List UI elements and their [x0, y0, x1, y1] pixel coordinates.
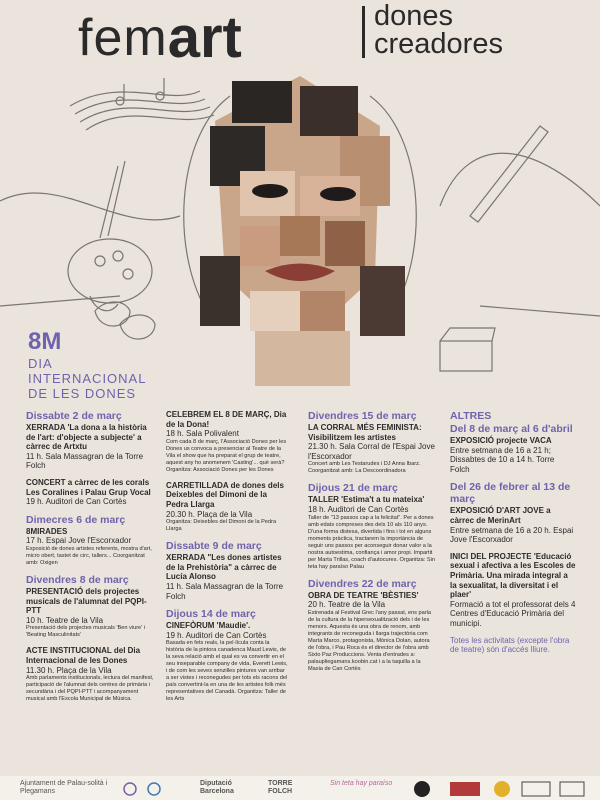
event-title: CINEFÒRUM 'Maudie'. — [166, 621, 251, 631]
event-title: INICI DEL PROJECTE 'Educació sexual i afectiva a les Escoles de Primària. Una mirada integral a la sexualitat, la diversitat i el plaer' — [450, 551, 576, 600]
event-description: Taller de "13 passos cap a la felicitat". Per a dones amb edats compreses des dels 10 als 110 anys. D'una forma distesa, divertida i fins i tot en alguns moments pràctica, tractarem la importància de seguir uns passos per aconseguir donar valor a la nostra autoestima, confiança i amor propi. Impartit per Marta Trillas, coach d'autocures. Organitza: Sin teta hay paraíso Palau — [308, 514, 435, 570]
partner-logos-icon — [410, 780, 590, 798]
eight-m-title: 8M — [28, 328, 62, 355]
ajuntament-logo: Ajuntament de Palau-solità i Plegamans — [20, 780, 108, 795]
dia-internacional — [28, 356, 146, 401]
event — [26, 527, 156, 567]
sin-teta-logo: Sin teta hay paraíso — [330, 780, 393, 787]
collage-illustration — [0, 66, 600, 396]
event — [166, 553, 288, 601]
event-title: XERRADA 'La dona a la història de l'art: d'objecte a subjecte' a càrrec de Artxtu — [26, 423, 147, 452]
event — [308, 591, 436, 673]
column-3 — [308, 410, 436, 680]
event — [450, 506, 576, 544]
event-description: Basada en fets reals, la pel·lícula conta la història de la pintora canadenca Maud Lewis, de la seva relació amb el qual es va convertir en el seu inseparable company de vida, Everett Lewis, i de com les seves senzilles pintures van arribar a ser vistes i reconegudes per tots els racons del país convertint-la en una de les artistes folk més representatives del Canadà. Organitza: Taller de les Arts — [166, 640, 288, 703]
event-title: ACTE INSTITUCIONAL del Dia Internacional de les Dones — [26, 646, 141, 665]
event-description: Concert amb Les Testarudes i DJ Anna Ibarz. Coorganitzat amb: La Descoordinadora — [308, 461, 421, 475]
event-place: 11.30 h. Plaça de la Vila — [26, 665, 112, 675]
event-title: 8MIRADES — [26, 526, 68, 536]
logo-subtitle-line2: creadores — [374, 28, 503, 60]
event-place: 18 h. Sala Polivalent — [166, 429, 239, 439]
column-4 — [450, 410, 576, 655]
logo-subtitle — [374, 2, 503, 58]
event-place: 21.30 h. Sala Corral de l'Espai Jove l'Escorxador — [308, 442, 435, 461]
date-heading: Del 8 de març al 6 d'abril — [450, 423, 573, 435]
event-title: EXPOSICIÓ projecte VACA — [450, 436, 552, 445]
event-description: Formació a tot el professorat dels 4 Centres d'Educació Primària del municipi. — [450, 599, 576, 628]
date-heading: Dissabte 2 de març — [26, 410, 122, 422]
date-heading: Del 26 de febrer al 13 de març — [450, 481, 571, 506]
event — [26, 423, 156, 471]
dia-line2: INTERNACIONAL — [28, 371, 147, 386]
event — [166, 621, 288, 703]
event-title: PRESENTACIÓ dels projectes musicals de l'alumnat del PQPI-PTT — [26, 586, 147, 616]
femart-logo — [78, 2, 242, 70]
logo-subtitle-line1: dones — [374, 0, 454, 32]
event — [166, 481, 288, 533]
column-1 — [26, 410, 156, 710]
event-description: Exposició de dones artistes referents, mostra d'art, micro obert, tastet de circ, tallers... Coorganitzat amb: Oxigen — [26, 545, 152, 566]
logo-fem: fem — [78, 9, 168, 67]
event — [308, 423, 436, 475]
event-place: 11 h. Sala Massagran de la Torre Folch — [26, 451, 144, 471]
dia-line1: DIA — [28, 356, 53, 371]
date-heading: Dijous 14 de març — [166, 608, 256, 621]
date-heading: Divendres 15 de març — [308, 410, 417, 422]
event-place: 20.30 h. Plaça de la Vila — [166, 509, 253, 519]
event — [450, 552, 576, 629]
event-place: 10 h. Teatre de la Vila — [26, 615, 104, 625]
date-heading: Divendres 8 de març — [26, 573, 129, 586]
event-title: CARRETILLADA de dones dels Deixebles del Dimoni de la Pedra Llarga — [166, 480, 284, 509]
event-description: Presentació dels projectes musicals 'Ben viure' i 'Beating Masculinitats' — [26, 625, 146, 639]
dia-line3: DE LES DONES — [28, 386, 137, 401]
event-place: 20 h. Teatre de la Vila — [308, 600, 386, 610]
event-title: CONCERT a càrrec de les corals Les Coralines i Palau Grup Vocal — [26, 477, 151, 497]
event-title: TALLER 'Estima't a tu mateixa' — [308, 495, 425, 505]
event — [26, 478, 156, 507]
torre-folch-logo: TORRE FOLCH — [268, 780, 293, 795]
event — [450, 436, 576, 474]
column-2 — [166, 410, 288, 710]
date-heading: Divendres 22 de març — [308, 577, 417, 590]
event-place: Entre setmana de 16 a 21 h; Dissabtes de 10 a 14 h. Torre Folch — [450, 445, 555, 474]
event-place: 17 h. Espai Jove l'Escorxador — [26, 536, 132, 546]
event — [26, 646, 156, 703]
free-access-note: Totes les activitats (excepte l'obra de teatre) són d'accés lliure. — [450, 635, 570, 655]
event — [166, 410, 288, 474]
event-title: LA CORRAL MÉS FEMINISTA: Visibilitzem les artistes — [308, 423, 422, 442]
event-place: 19 h. Auditori de Can Cortès — [166, 630, 267, 640]
date-heading: Dijous 21 de març — [308, 482, 398, 495]
event-description: Com cada 8 de març, l'Associació Dones per les Dones us convoca a presenciar al Teatre de la Vila el show que ha preparat el grup de teatre, aquest any ho anomenem 'Casting'... què serà? Organitza: Associació Dones per les Dones — [166, 438, 287, 473]
event-description: Amb parlaments institucionals, lectura del manifest, participació de l'alumnat dels centres de primària i secundària i del PQPI-PTT i acompanyament musical amb l'Escola Municipal de Música. — [26, 675, 154, 703]
event — [26, 587, 156, 639]
event-place: 11 h. Sala Massagran de la Torre Folch — [166, 581, 284, 601]
event-place: Entre setmana de 16 a 20 h. Espai Jove l'Escorxador — [450, 525, 574, 545]
logo-art: art — [167, 5, 242, 70]
event-title: EXPOSICIÓ D'ART JOVE a càrrec de MerinArt — [450, 506, 551, 525]
face-collage — [200, 76, 405, 386]
logo-divider — [362, 6, 365, 58]
date-heading: Dissabte 9 de març — [166, 540, 262, 553]
event-title: OBRA DE TEATRE 'BÈSTIES' — [308, 590, 419, 600]
event-description: Estrenada al Festival Grec l'any passat, ens parla de la cultura de la hipersexualització dels i de les menors. Aquesta és una obra de renom, amb integrants de reconeguda i llarga trajectòria com Marta Marco, protagonista, Mònica Dolan, autora de l'obra, i Pau Roca és el director de l'obra amb Sixto Paz Produccions. Venta d'entrades a: palaupliegamans.koobin.cat i a la taquilla a la Masia de Can Cortès — [308, 609, 431, 672]
event-description: Organitza: Deixebles del Dimoni de la Pedra Llarga — [166, 519, 277, 533]
gender-symbols-icon — [120, 780, 180, 798]
date-heading: Dimecres 6 de març — [26, 513, 126, 526]
event-place: 19 h. Auditori de Can Cortès — [26, 497, 127, 507]
event-place: 18 h. Auditori de Can Cortès — [308, 504, 409, 514]
event — [308, 495, 436, 570]
event-title: CELEBREM EL 8 DE MARÇ, Dia de la Dona! — [166, 410, 287, 429]
section-heading: ALTRES — [450, 410, 492, 422]
diputacio-logo: Diputació Barcelona — [200, 780, 234, 795]
event-title: XERRADA "Les dones artistes de la Prehistòria" a càrrec de Lucía Alonso — [166, 553, 282, 582]
